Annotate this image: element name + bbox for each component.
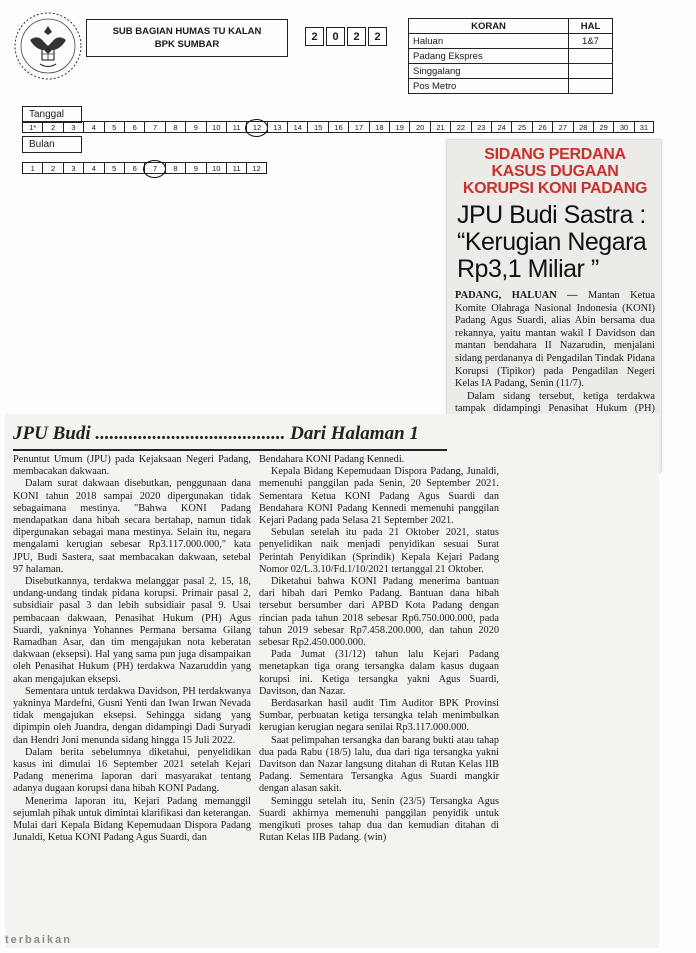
kicker-line: KORUPSI KONI PADANG (462, 180, 648, 197)
lead-paragraph (455, 290, 655, 391)
lead-text: Mantan Ketua Komite Olahraga Nasional Indonesia (KONI) Padang Agus Suardi, alias Abin bersama dua rekannya, yaitu mantan wakil I Davidson dan mantan bendahara II Nazarudin, menjalani sidang perdananya di Pengadilan Tindak Pidana Korupsi (Tipikor) pada Pengadilan Negeri Kelas IA Padang, Senin (11/7). (455, 290, 655, 390)
kicker-line: KASUS DUGAAN (491, 163, 619, 180)
paragraph: Dalam surat dakwaan disebutkan, penggunaan dana KONI tahun 2018 sampai 2020 dipergunakan tidak sebagaimana mestinya. "Bahwa KONI Padang mendapatkan dana hibah secara bertahap, namun tidak dipergunakan sebagai mana mestinya. Selain itu, negara mengalami kerugian sebesar Rp3.117.000.000," kata JPU, Budi Sastera, saat membacakan dakwaan, setebal 97 halaman. (13, 478, 251, 575)
month-cell: 5 (104, 162, 124, 174)
article-headline (457, 202, 657, 283)
day-cell: 4 (83, 121, 103, 133)
table-row (409, 34, 613, 49)
garuda-emblem-logo (12, 10, 84, 82)
red-kicker-heading (455, 146, 655, 197)
month-cell: 7 (144, 162, 164, 174)
day-cell: 18 (369, 121, 389, 133)
headline-line: Rp3,1 Miliar ” (457, 255, 599, 283)
article-lead (455, 290, 655, 429)
day-cell: 11 (226, 121, 246, 133)
kicker-line: SIDANG PERDANA (484, 146, 626, 163)
day-number-row (22, 121, 654, 133)
paragraph: Penuntut Umum (JPU) pada Kejaksaan Negeri Padang, membacakan dakwaan. (13, 454, 251, 478)
day-cell: 14 (287, 121, 307, 133)
year-digit: 0 (326, 27, 345, 46)
day-cell: 28 (573, 121, 593, 133)
paragraph: Sebulan setelah itu pada 21 Oktober 2021, status penyelidikan naik menjadi penyidikan sesuai Surat Perintah Penyidikan (Sprindik) Kepala Kejari Padang Nomor 02/L.3.10/Fd.1/10/2021 tertanggal 21 Oktober. (259, 527, 499, 575)
table-row (409, 64, 613, 79)
month-cell: 12 (246, 162, 266, 174)
day-cell: 23 (471, 121, 491, 133)
continuation-clipping (5, 414, 659, 948)
day-cell: 10 (206, 121, 226, 133)
day-cell: 2 (42, 121, 62, 133)
left-column (13, 454, 251, 845)
newspaper-name: Pos Metro (409, 79, 569, 94)
day-cell: 22 (450, 121, 470, 133)
headline-rule (13, 449, 447, 451)
newspaper-name: Haluan (409, 34, 569, 49)
month-cell: 11 (226, 162, 246, 174)
month-cell: 2 (42, 162, 62, 174)
day-cell: 20 (409, 121, 429, 133)
month-cell: 6 (124, 162, 144, 174)
year-digit: 2 (368, 27, 387, 46)
month-cell: 10 (206, 162, 226, 174)
dateline: PADANG, HALUAN — (455, 290, 578, 301)
newspaper-name: Singgalang (409, 64, 569, 79)
day-cell: 1* (22, 121, 42, 133)
day-cell: 7 (144, 121, 164, 133)
day-cell: 17 (348, 121, 368, 133)
day-cell: 13 (267, 121, 287, 133)
day-cell: 9 (185, 121, 205, 133)
lead-paragraph: Dalam sidang tersebut, ketiga terdakwa tampak didampingi Penasihat Hukum (PH) (455, 390, 655, 415)
tanggal-label: Tanggal (22, 106, 82, 123)
paragraph: Disebutkannya, terdakwa melanggar pasal 2, 15, 18, undang-undang tindak pidana korupsi. Primair pasal 2, subsidiair pasal 3 dan lebih subsidiair pasal 9. Usai pembacaan dakwaan, Penasihat Hukum (PH) Agus Suardi, yakninya Yohannes Permana bersama Gilang Ramadhan Asar, dan tim mengajukan nota keberatan dakwaan (eksepsi). Hal yang sama pun juga disampaikan oleh Penasihat Hukum (PH) terdakwa Nazaruddin yang akan mengajukan eksepsi. (13, 576, 251, 685)
newspaper-page (569, 79, 613, 94)
day-cell: 19 (389, 121, 409, 133)
unit-name-box (86, 19, 288, 57)
month-cell: 3 (63, 162, 83, 174)
paragraph: Kepala Bidang Kepemudaan Dispora Padang, Junaldi, memenuhi panggilan pada Senin, 20 September 2021. Sementara Ketua KONI Padang Agus Suardi dan Bendahara KONI Padang Kennedi memenuhi panggilan Kejari Padang pada Selasa 21 September 2021. (259, 466, 499, 527)
day-cell: 15 (307, 121, 327, 133)
newspaper-table (408, 18, 613, 94)
paragraph: Saat pelimpahan tersangka dan barang bukti atau tahap dua pada Rabu (18/5) lalu, dua dari tiga tersangka yakni Davitson dan Nazar langsung ditahan di Rutan Kelas IIB Padang. Sementara Tersangka Agus Suardi mangkir dengan alasan sakit. (259, 734, 499, 795)
day-cell: 26 (532, 121, 552, 133)
day-cell: 25 (511, 121, 531, 133)
paragraph: Menerima laporan itu, Kejari Padang memanggil sejumlah pihak untuk dimintai klarifikasi dan keterangan. Mulai dari Kepala Bidang Kepemudaan Dispora Padang Junaldi, Ketua KONI Padang Agus Suardi, dan (13, 795, 251, 844)
day-cell: 8 (165, 121, 185, 133)
year-digit: 2 (347, 27, 366, 46)
year-digit: 2 (305, 27, 324, 46)
newspaper-page (569, 64, 613, 79)
hal-header: HAL (569, 19, 613, 34)
newspaper-page (569, 49, 613, 64)
month-cell: 4 (83, 162, 103, 174)
cut-off-footer-text: terbaikan (5, 934, 72, 946)
unit-line-1: SUB BAGIAN HUMAS TU KALAN (112, 26, 262, 37)
jump-headline: JPU Budi ........................................ Dari Halaman 1 (13, 423, 419, 444)
day-cell: 12 (246, 121, 266, 133)
day-cell: 30 (613, 121, 633, 133)
table-header-row (409, 19, 613, 34)
day-cell: 16 (328, 121, 348, 133)
bulan-label: Bulan (22, 136, 82, 153)
month-number-row (22, 162, 267, 174)
table-row (409, 49, 613, 64)
day-cell: 6 (124, 121, 144, 133)
unit-line-2: BPK SUMBAR (154, 39, 220, 50)
paragraph: Pada Jumat (31/12) tahun lalu Kejari Padang menetapkan tiga orang tersangka dalam kasus dugaan korupsi ini. Ketiga tersangka yakni Agus Suardi, Davitson, dan Nazar. (259, 649, 499, 697)
headline-line: “Kerugian Negara (457, 228, 647, 256)
month-cell: 8 (165, 162, 185, 174)
headline-line: JPU Budi Sastra : (457, 201, 646, 229)
newspaper-name: Padang Ekspres (409, 49, 569, 64)
paragraph: Bendahara KONI Padang Kennedi. (259, 454, 405, 465)
day-cell: 27 (552, 121, 572, 133)
year-box (305, 27, 389, 46)
day-cell: 31 (634, 121, 654, 133)
paragraph: Sementara untuk terdakwa Davidson, PH terdakwanya yakninya Mardefni, Gusni Yenti dan Iwan Irwan Nevada tidak mengajukan eksepsi. Sehingga sidang yang dipimpin oleh Juandra, dengan didampingi Dadi Suryadi dan Hendri Joni menunda sidang hingga 15 Juli 2022. (13, 685, 251, 746)
day-cell: 29 (593, 121, 613, 133)
day-cell: 21 (430, 121, 450, 133)
paragraph: Dalam berita sebelumnya diketahui, penyelidikan kasus ini dimulai 16 September 2021 setelah Kejari Padang menerima laporan dari masyarakat tentang adanya dugaan korupsi dana hibah KONI Padang. (13, 746, 251, 795)
paragraph: Seminggu setelah itu, Senin (23/5) Tersangka Agus Suardi akhirnya memenuhi panggilan penyidik untuk mengikuti proses tahap dua dan kemudian ditahan di Rutan Kelas IIB Padang. (win) (259, 795, 499, 844)
paragraph: Diketahui bahwa KONI Padang menerima bantuan dari hibah dari Pemko Padang. Bantuan dana hibah tersebut bersumber dari APBD Kota Padang dengan rincian pada tahun 2018 sebesar Rp6.750.000.000, pada tahun 2019 sebesar Rp7.458.200.000, dan tahun 2020 sebesar Rp2.450.000.000. (259, 576, 499, 649)
paragraph: Berdasarkan hasil audit Tim Auditor BPK Provinsi Sumbar, perbuatan ketiga tersangka telah menimbulkan kerugian kerugian negara senilai Rp3.117.000.000. (259, 698, 499, 734)
newspaper-page: 1&7 (569, 34, 613, 49)
day-cell: 3 (63, 121, 83, 133)
koran-header: KORAN (409, 19, 569, 34)
table-row (409, 79, 613, 94)
day-cell: 24 (491, 121, 511, 133)
month-cell: 9 (185, 162, 205, 174)
right-column (259, 454, 499, 845)
day-cell: 5 (104, 121, 124, 133)
month-cell: 1 (22, 162, 42, 174)
